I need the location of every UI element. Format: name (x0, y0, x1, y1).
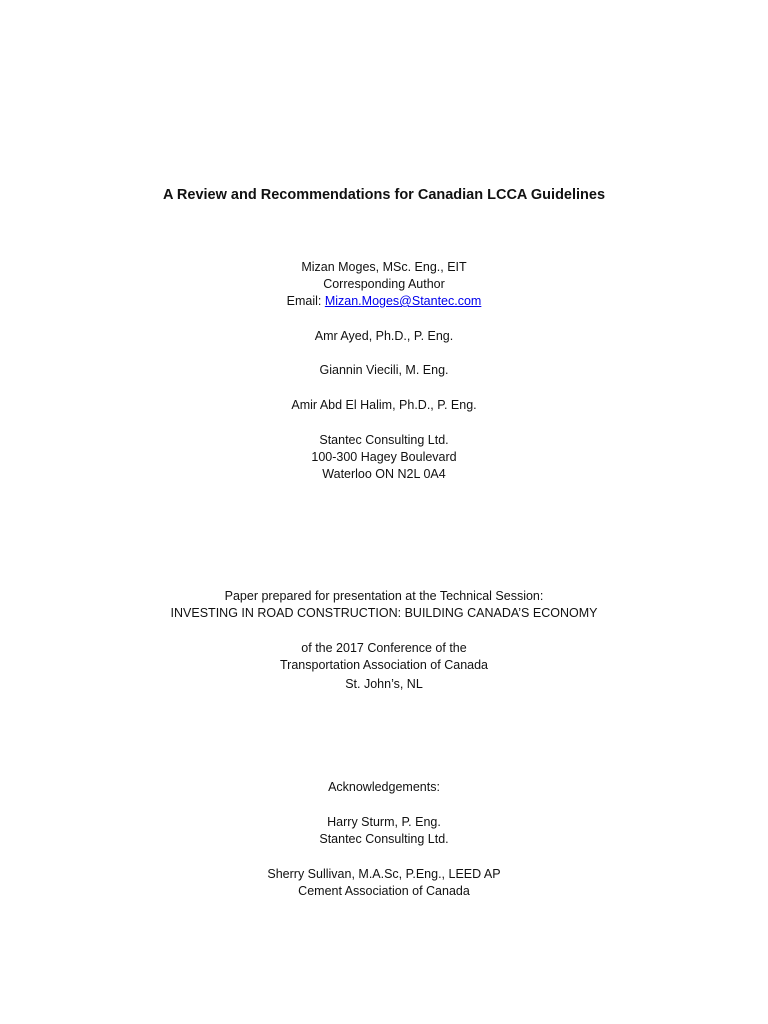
coauthor-2: Giannin Viecili, M. Eng. (319, 363, 449, 377)
affiliation-company: Stantec Consulting Ltd. (319, 433, 449, 447)
presentation-line1: Paper prepared for presentation at the Technical Session: (224, 589, 544, 603)
ack-person1-name: Harry Sturm, P. Eng. (327, 815, 441, 829)
paper-title: A Review and Recommendations for Canadian LCCA Guidelines (162, 187, 606, 203)
ack-person1-org: Stantec Consulting Ltd. (319, 832, 449, 846)
acknowledgements-heading: Acknowledgements: (328, 780, 440, 794)
ack-person2-name: Sherry Sullivan, M.A.Sc, P.Eng., LEED AP (267, 867, 501, 881)
affiliation-city: Waterloo ON N2L 0A4 (322, 467, 446, 481)
coauthor-3: Amir Abd El Halim, Ph.D., P. Eng. (291, 398, 477, 412)
ack-person2-org: Cement Association of Canada (298, 884, 470, 898)
email-label: Email: (286, 294, 322, 308)
author-primary-role: Corresponding Author (323, 277, 445, 291)
email-link[interactable]: Mizan.Moges@Stantec.com (324, 294, 482, 308)
author-email-line (0, 293, 768, 310)
presentation-organization: Transportation Association of Canada (280, 658, 488, 672)
author-primary-name: Mizan Moges, MSc. Eng., EIT (301, 260, 467, 274)
presentation-session: INVESTING IN ROAD CONSTRUCTION: BUILDING CANADA’S ECONOMY (170, 606, 598, 620)
affiliation-street: 100-300 Hagey Boulevard (311, 450, 457, 464)
coauthor-1: Amr Ayed, Ph.D., P. Eng. (314, 329, 454, 343)
presentation-location: St. John’s, NL (345, 677, 423, 691)
presentation-conference: of the 2017 Conference of the (301, 641, 467, 655)
